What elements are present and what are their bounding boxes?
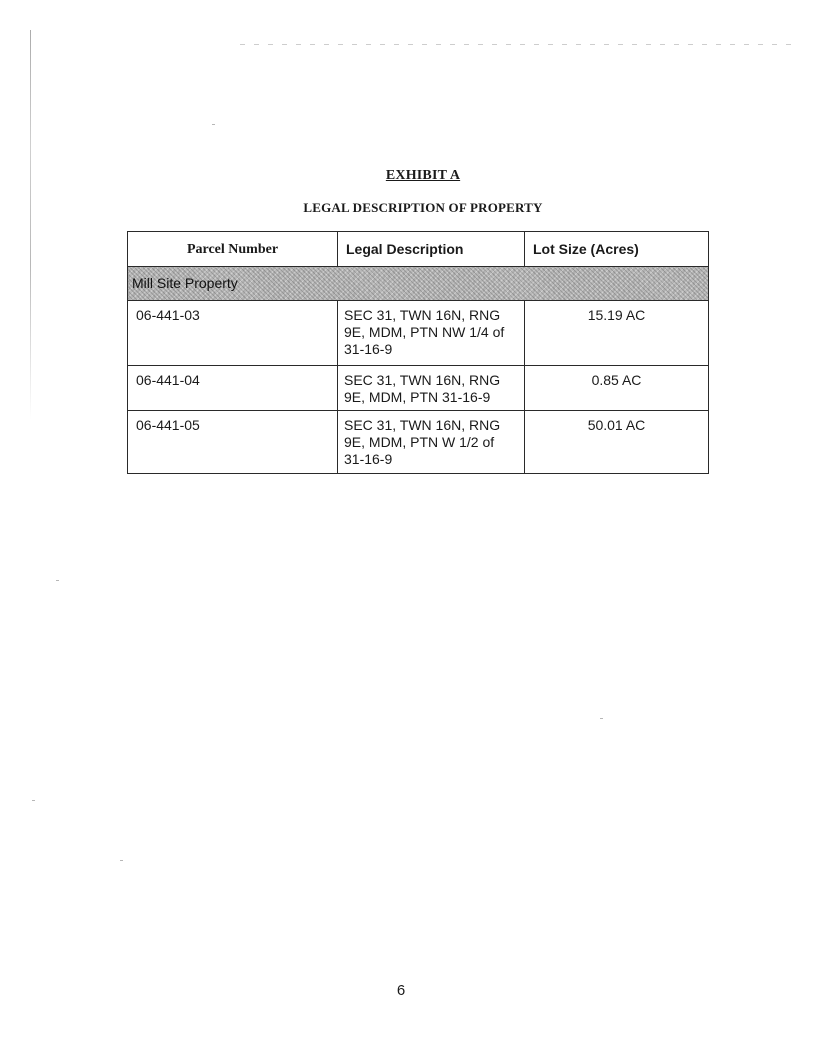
- exhibit-title: EXHIBIT A: [385, 168, 461, 183]
- section-row: [128, 267, 709, 301]
- scan-speck: [32, 800, 35, 801]
- lot-size-cell: 15.19 AC: [525, 301, 709, 366]
- header-lot-size: Lot Size (Acres): [525, 232, 709, 267]
- legal-description-cell: SEC 31, TWN 16N, RNG 9E, MDM, PTN W 1/2 of 31-16-9: [338, 411, 525, 474]
- scan-speck: [120, 860, 123, 861]
- page-number: 6: [396, 982, 406, 999]
- legal-description-cell: SEC 31, TWN 16N, RNG 9E, MDM, PTN NW 1/4 of 31-16-9: [338, 301, 525, 366]
- scan-speck: [600, 718, 603, 719]
- table-header-row: [128, 232, 709, 267]
- scan-noise-dots: [240, 44, 800, 45]
- legal-description-cell: SEC 31, TWN 16N, RNG 9E, MDM, PTN 31-16-9: [338, 366, 525, 411]
- scan-speck: [212, 124, 215, 125]
- parcel-number-cell: 06-441-03: [128, 301, 338, 366]
- header-parcel-number: Parcel Number: [128, 232, 338, 267]
- scan-speck: [56, 580, 59, 581]
- table-row: [128, 411, 709, 474]
- table-row: [128, 301, 709, 366]
- property-table: [127, 231, 709, 474]
- section-cell: [128, 267, 709, 301]
- exhibit-subtitle: LEGAL DESCRIPTION OF PROPERTY: [303, 200, 543, 215]
- parcel-number-cell: 06-441-05: [128, 411, 338, 474]
- section-label: Mill Site Property: [132, 275, 238, 291]
- lot-size-cell: 50.01 AC: [525, 411, 709, 474]
- parcel-number-cell: 06-441-04: [128, 366, 338, 411]
- lot-size-cell: 0.85 AC: [525, 366, 709, 411]
- header-legal-description: Legal Description: [338, 232, 525, 267]
- scan-edge-line: [30, 30, 31, 420]
- table-row: [128, 366, 709, 411]
